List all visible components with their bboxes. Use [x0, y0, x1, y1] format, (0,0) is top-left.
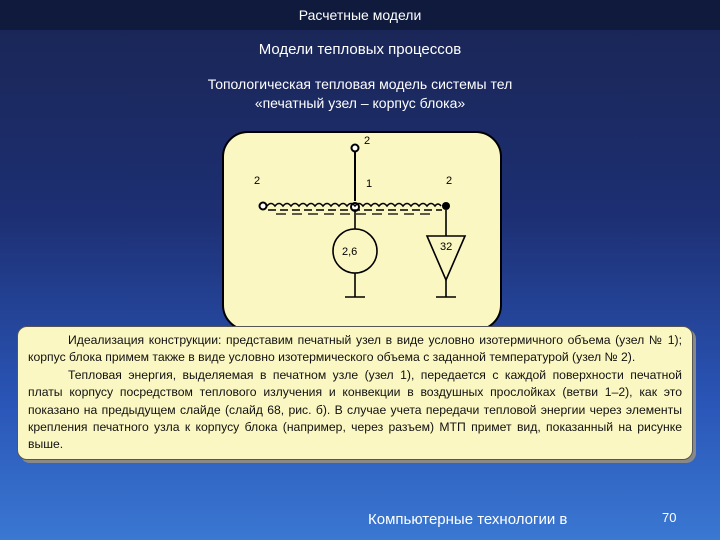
description-paragraph-2: Тепловая энергия, выделяемая в печатном узле (узел 1), передается с каждой поверхности печатной платы корпусу посредством теплового излучения и конвекции в воздушных прослойках (ветви 1–2), как это показано на предыдущем слайде (слайд 68, рис. б). В случае учета передачи тепловой энергии через элементы крепления печатного узла к корпусу блока (например, через разъем) МТП примет вид, показанный на рисунке выше. — [28, 367, 682, 452]
diagram-svg — [224, 133, 500, 329]
thermal-model-diagram — [222, 131, 502, 331]
top-node-circle — [352, 145, 359, 152]
label-right-node: 2 — [446, 175, 453, 187]
right-end-node — [442, 202, 450, 210]
horizontal-branch-wave — [267, 204, 441, 207]
slide-title: Модели тепловых процессов — [258, 41, 462, 58]
left-end-node — [260, 203, 267, 210]
label-center-node: 1 — [366, 178, 373, 190]
footer-text: Компьютерные технологии в — [368, 511, 568, 528]
subtitle-line-1: Топологическая тепловая модель системы тел — [207, 76, 513, 92]
page-number: 70 — [662, 510, 677, 525]
slide-subtitle — [0, 75, 720, 113]
label-left-node: 2 — [254, 175, 261, 187]
triangle-label: 32 — [440, 241, 453, 253]
circle-label: 2,6 — [342, 246, 358, 258]
description-paragraph-1: Идеализация конструкции: представим печатный узел в виде условно изотермичного объема (узел № 1); корпус блока примем также в виде условно изотермического объема с заданной температурой (узел № 2). — [28, 333, 682, 365]
subtitle-line-2: «печатный узел – корпус блока» — [254, 95, 466, 111]
label-top-node: 2 — [364, 135, 371, 147]
description-box — [17, 326, 693, 460]
header-title: Расчетные модели — [298, 7, 422, 23]
